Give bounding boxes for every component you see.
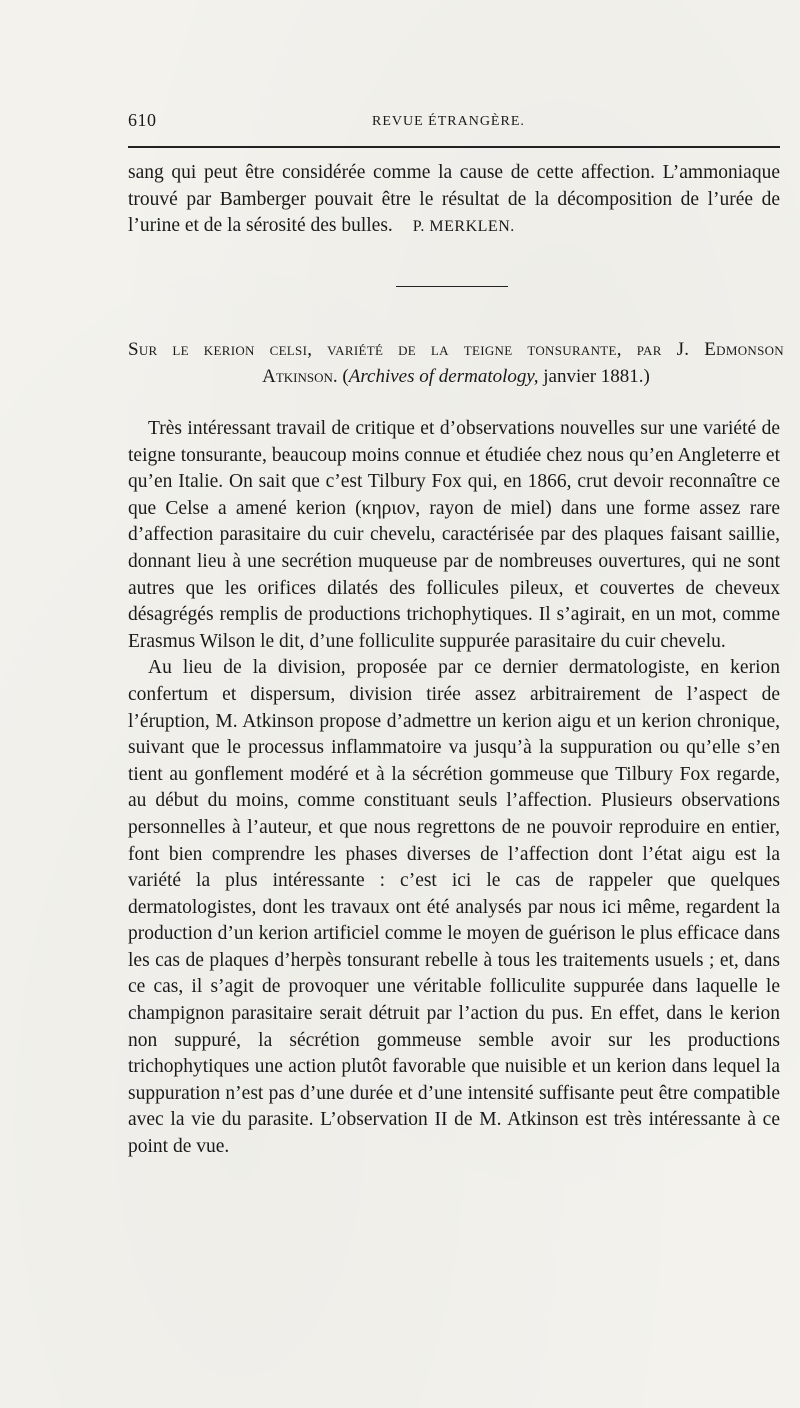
previous-article-ending	[128, 160, 780, 241]
running-head: REVUE ÉTRANGÈRE.	[372, 114, 525, 129]
page-number: 610	[128, 110, 157, 130]
author-signature: P. MERKLEN.	[412, 218, 515, 236]
previous-article-paragraph	[128, 160, 780, 241]
previous-article-text: sang qui peut être considérée comme la cause de cette affection. L’ammoniaque trouvé par Bamberger pouvait être le résultat de la décomposition de l’urée de l’urine et de la sérosité des bulles.	[128, 162, 780, 237]
article-author: Atkinson.	[262, 366, 338, 387]
header-rule	[128, 146, 780, 148]
source-open: (	[342, 366, 349, 387]
source-date: janvier 1881.)	[538, 366, 650, 387]
article-body	[128, 416, 780, 1161]
body-paragraph: Au lieu de la division, proposée par ce dernier dermatologiste, en kerion confertum et dispersum, division tirée assez arbitrairement de l’aspect de l’éruption, M. Atkinson propose d’admettre un kerion aigu et un kerion chronique, suivant que le processus inflammatoire va jusqu’à la suppuration ou qu’elle s’en tient au gonflement modéré et à la sécrétion gommeuse que Tilbury Fox regarde, au début du moins, comme constituant seuls l’affection. Plusieurs observations personnelles à l’auteur, et que nous regrettons de ne pouvoir reproduire en entier, font bien comprendre les phases diverses de l’affection dont l’état aigu est la variété la plus intéressante : c’est ici le cas de rappeler que quelques dermatologistes, dont les travaux ont été analysés par nous ici même, regardent la production d’un kerion artificiel comme le moyen de guérison le plus efficace dans les cas de plaques d’herpès tonsurant rebelle à tous les traitements usuels ; et, dans ce cas, il s’agit de provoquer une véritable folliculite suppurée dans laquelle le champignon parasitaire serait détruit par l’action du pus. En effet, dans le kerion non suppuré, la sécrétion gommeuse semble avoir sur les productions trichophytiques une action plutôt favorable que nuisible et un kerion dans lequel la suppuration n’est pas d’une durée et d’une intensité suffisante peut être compatible avec la vie du parasite. L’observation II de M. Atkinson est très intéressante à ce point de vue.	[128, 657, 780, 1158]
body-paragraph: Très intéressant travail de critique et d’observations nouvelles sur une variété de teigne tonsurante, beaucoup moins connue et étudiée chez nous qu’en Angleterre et qu’en Italie. On sait que c’est Tilbury Fox qui, en 1866, crut devoir reconnaître ce que Celse a amené kerion (κηριον, rayon de miel) dans une forme assez rare d’affection parasitaire du cuir chevelu, caractérisée par des plaques faisant saillie, donnant lieu à une secrétion muqueuse par de nombreuses ouvertures, qui ne sont autres que les orifices dilatés des follicules pileux, et couvertes de cheveux désagrégés remplis de productions trichophytiques. Il s’agirait, en un mot, comme Erasmus Wilson le dit, d’une folliculite suppurée parasitaire du cuir chevelu.	[128, 418, 780, 652]
article-heading	[128, 336, 784, 390]
article-title: Sur le kerion celsi, variété de la teigne tonsurante, par J. Edmonson	[128, 339, 784, 360]
page-header	[128, 110, 780, 136]
article-title-continued	[128, 363, 784, 390]
section-divider	[396, 286, 508, 287]
source-journal: Archives of dermatology,	[348, 366, 539, 387]
